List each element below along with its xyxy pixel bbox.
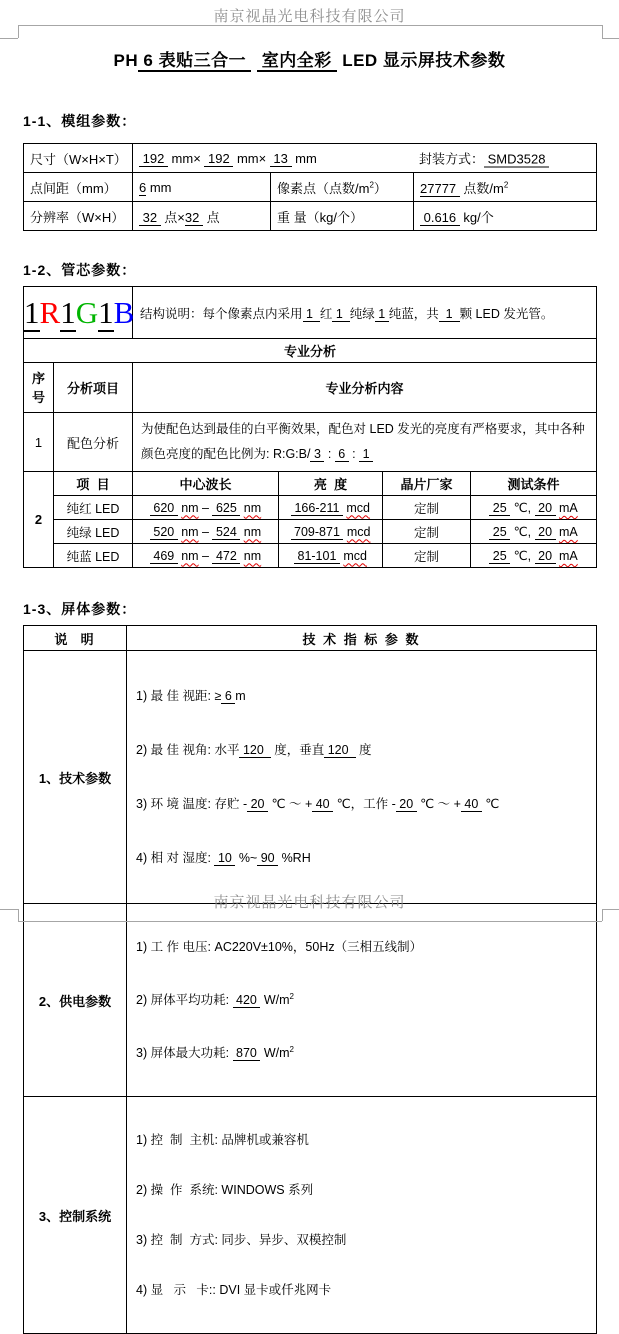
led-chip: 定制 (383, 544, 471, 568)
col-header-content: 专业分析内容 (133, 363, 597, 413)
tech-params-lines (127, 651, 597, 904)
led-col-brightness: 亮 度 (279, 472, 383, 496)
pixel-density-label: 像素点（点数$/m^2$） (271, 173, 414, 202)
footer-rule-right-step (602, 909, 603, 921)
led-name: 纯红 LED (54, 496, 133, 520)
spec-line: 1) 工 作 电压: AC220V±10%，50Hz（三相五线制） (136, 940, 423, 954)
structure-description: 结构说明：每个像素点内采用 1 红 1 纯绿 1 纯蓝，共 1 颗 LED 发光管。 (133, 287, 597, 339)
header-rule-left-step (18, 25, 19, 38)
section-heading-screen: 1-3、屏体参数： (23, 601, 137, 617)
module-row-size (24, 144, 597, 173)
led-col-item: 项 目 (54, 472, 133, 496)
led-name: 纯蓝 LED (54, 544, 133, 568)
led-wavelength: 620 nm – 625 nm (133, 496, 279, 520)
led-chip: 定制 (383, 520, 471, 544)
col-header-no: 序号 (24, 363, 54, 413)
led-col-wavelength: 中心波长 (133, 472, 279, 496)
screen-table (23, 625, 597, 1334)
led-test: 25 ℃, 20 mA (471, 544, 597, 568)
footer-rule-left-step (18, 909, 19, 921)
size-value-cell (133, 144, 597, 173)
led-col-chip: 晶片厂家 (383, 472, 471, 496)
led-row-blue (24, 544, 597, 568)
size-label: 尺寸（W×H×T） (24, 144, 133, 173)
document-title: PH 6 表贴三合一 室内全彩 LED 显示屏技术参数 (113, 51, 506, 70)
spec-line: 2) 屏体平均功耗: 420 $W/m^2$ (136, 992, 294, 1008)
control-system-lines (127, 1097, 597, 1334)
power-params-lines (127, 904, 597, 1097)
rgb-composition: 1R1G1B (24, 287, 133, 339)
header-rule-right-edge (602, 38, 619, 39)
page-header-company: 南京视晶光电科技有限公司 (213, 8, 406, 25)
module-row-pitch (24, 173, 597, 202)
led-wavelength: 469 nm – 472 nm (133, 544, 279, 568)
led-name: 纯绿 LED (54, 520, 133, 544)
analysis-header-row (24, 363, 597, 413)
screen-row-tech (24, 651, 597, 904)
tech-params-label: 1、技术参数 (24, 651, 127, 904)
led-chip: 定制 (383, 496, 471, 520)
screen-row-control (24, 1097, 597, 1334)
spec-line: 2) 最 佳 视角: 水平 120 度，垂直 120 度 (136, 743, 372, 757)
structure-row (24, 287, 597, 339)
analysis-row-item: 配色分析 (54, 413, 133, 472)
section-heading-module: 1-1、模组参数： (23, 113, 137, 129)
section-heading-die: 1-2、管芯参数： (23, 262, 137, 278)
power-params-label: 2、供电参数 (24, 904, 127, 1097)
screen-header-row (24, 626, 597, 651)
spec-line: 4) 显 示 卡:: DVI 显卡或仟兆网卡 (136, 1283, 332, 1298)
screen-row-power (24, 904, 597, 1097)
analysis-row-no: 1 (24, 413, 54, 472)
spec-line: 3) 控 制 方式: 同步、异步、双模控制 (136, 1233, 347, 1248)
control-system-label: 3、控制系统 (24, 1097, 127, 1334)
resolution-value: 32 点×32 点 (133, 202, 271, 231)
weight-value: 0.616 kg/个 (414, 202, 597, 231)
spec-line: 3) 环 境 温度: 存贮 - 20 ℃ ～ + 40 ℃，工作 - 20 ℃ ～ + 40 ℃ (136, 797, 500, 811)
footer-rule-right-edge (602, 909, 619, 910)
led-row-green (24, 520, 597, 544)
analysis-row-content: 为使配色达到最佳的白平衡效果，配色对 LED 发光的亮度有严格要求，其中各种颜色亮度的配色比例为: R:G:B/ 3 : 6 : 1 (133, 413, 597, 472)
pitch-label: 点间距（mm） (24, 173, 133, 202)
page-footer-company: 南京视晶光电科技有限公司 (213, 894, 406, 911)
led-brightness: 81-101 mcd (279, 544, 383, 568)
col-header-item: 分析项目 (54, 363, 133, 413)
led-header-row (24, 472, 597, 496)
resolution-label: 分辨率（W×H） (24, 202, 133, 231)
weight-label: 重 量（kg/个） (271, 202, 414, 231)
col-header-spec: 技 术 指 标 参 数 (127, 626, 597, 651)
pixel-density-value: 27777 点数$/m^2$ (414, 173, 597, 202)
led-test: 25 ℃, 20 mA (471, 496, 597, 520)
header-rule (18, 25, 602, 26)
led-section-no: 2 (24, 472, 54, 568)
analysis-title-row (24, 339, 597, 363)
spec-line: 1) 控 制 主机: 品牌机或兼容机 (136, 1133, 309, 1148)
spec-line: 1) 最 佳 视距: ≥ 6 m (136, 689, 246, 703)
footer-rule (18, 921, 602, 922)
analysis-title: 专业分析 (24, 339, 597, 363)
header-rule-right-step (602, 25, 603, 38)
module-table (23, 143, 597, 231)
col-header-desc: 说 明 (24, 626, 127, 651)
die-analysis-table (23, 286, 597, 568)
footer-rule-left-edge (0, 909, 18, 910)
led-row-red (24, 496, 597, 520)
header-rule-left-edge (0, 38, 18, 39)
analysis-row-color (24, 413, 597, 472)
size-value: 192 mm× 192 mm× 13 mm (139, 150, 317, 166)
spec-line: 3) 屏体最大功耗: 870 $W/m^2$ (136, 1045, 294, 1061)
package-type: 封装方式： SMD3528 (419, 151, 550, 167)
led-brightness: 709-871 mcd (279, 520, 383, 544)
led-col-test: 测试条件 (471, 472, 597, 496)
led-brightness: 166-211 mcd (279, 496, 383, 520)
led-wavelength: 520 nm – 524 nm (133, 520, 279, 544)
led-test: 25 ℃, 20 mA (471, 520, 597, 544)
spec-line: 4) 相 对 湿度: 10 %~ 90 %RH (136, 851, 311, 865)
pitch-value: 6 mm (133, 173, 271, 202)
document-content (23, 44, 596, 1334)
module-row-resolution (24, 202, 597, 231)
spec-line: 2) 操 作 系统: WINDOWS 系列 (136, 1183, 314, 1198)
